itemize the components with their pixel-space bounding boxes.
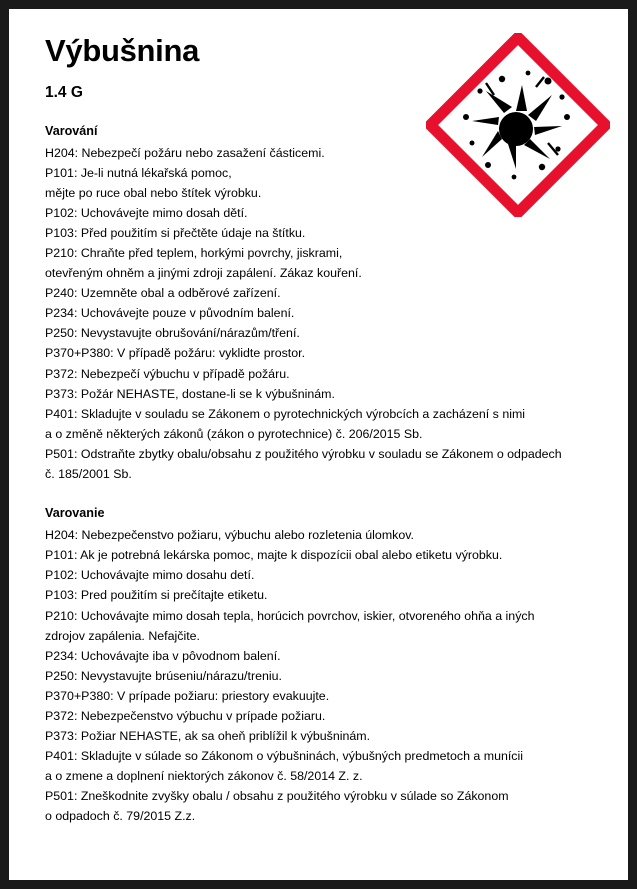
phrase-line: mějte po ruce obal nebo štítek výrobku.	[45, 185, 262, 200]
section-sk	[45, 506, 604, 826]
phrase-line: a o změně některých zákonů (zákon o pyrotechnice) č. 206/2015 Sb.	[45, 426, 423, 441]
phrase-line: zdrojov zapálenia. Nefajčite.	[45, 628, 200, 643]
phrase-line: P372: Nebezpečí výbuchu v případě požáru.	[45, 366, 290, 381]
signal-word-cs: Varování	[45, 123, 98, 138]
phrase-line: P373: Požár NEHASTE, dostane-li se k výbušninám.	[45, 386, 335, 401]
phrase-line: P372: Nebezpečenstvo výbuchu v prípade požiaru.	[45, 708, 326, 723]
phrase-line: P234: Uchovávajte iba v pôvodnom balení.	[45, 648, 281, 663]
section-cs	[45, 124, 604, 485]
phrase-line: H204: Nebezpečenstvo požiaru, výbuchu alebo rozletenia úlomkov.	[45, 528, 414, 543]
phrase-line: P250: Nevystavujte obrušování/nárazům/tření.	[45, 326, 300, 341]
phrase-line: P234: Uchovávejte pouze v původním balení.	[45, 306, 295, 321]
phrase-line: P401: Skladujte v souladu se Zákonem o pyrotechnických výrobcích a zacházení s nimi	[45, 406, 526, 421]
phrase-line: a o zmene a doplnení niektorých zákonov č. 58/2014 Z. z.	[45, 769, 363, 784]
phrase-line: P102: Uchovávajte mimo dosahu detí.	[45, 568, 255, 583]
phrase-line: P370+P380: V případě požáru: vyklidte prostor.	[45, 346, 306, 361]
phrase-line: P401: Skladujte v súlade so Zákonom o výbušninách, výbušných predmetoch a munícii	[45, 749, 523, 764]
page-title: Výbušnina	[45, 33, 200, 68]
phrase-line: H204: Nebezpečí požáru nebo zasažení částicemi.	[45, 145, 325, 160]
phrase-line: P373: Požiar NEHASTE, ak sa oheň priblížil k výbušninám.	[45, 729, 371, 744]
signal-word-sk: Varovanie	[45, 506, 105, 521]
phrase-line: P250: Nevystavujte brúseniu/nárazu/treniu.	[45, 668, 282, 683]
phrase-line: P501: Zneškodnite zvyšky obalu / obsahu z použitého výrobku v súlade so Zákonom	[45, 789, 509, 804]
phrase-line: P501: Odstraňte zbytky obalu/obsahu z použitého výrobku v souladu se Zákonem o odpadech	[45, 446, 562, 461]
phrase-line: P210: Chraňte před teplem, horkými povrchy, jiskrami,	[45, 246, 343, 261]
phrase-line: P101: Ak je potrebná lekárska pomoc, majte k dispozícii obal alebo etiketu výrobku.	[45, 548, 503, 563]
phrase-line: P240: Uzemněte obal a odběrové zařízení.	[45, 286, 281, 301]
label-content	[45, 35, 604, 827]
phrase-line: otevřeným ohněm a jinými zdroji zapálení. Zákaz kouření.	[45, 266, 362, 281]
phrase-line: P103: Pred použitím si prečítajte etiketu.	[45, 588, 268, 603]
section-divider	[45, 484, 604, 506]
phrase-line: č. 185/2001 Sb.	[45, 467, 132, 482]
phrase-line: P370+P380: V prípade požiaru: priestory evakuujte.	[45, 688, 330, 703]
classification-code: 1.4 G	[45, 83, 83, 101]
phrase-line: P101: Je-li nutná lékařská pomoc,	[45, 165, 232, 180]
phrase-line: P102: Uchovávejte mimo dosah dětí.	[45, 205, 248, 220]
phrase-line: o odpadoch č. 79/2015 Z.z.	[45, 809, 196, 824]
phrase-line: P103: Před použitím si přečtěte údaje na štítku.	[45, 225, 306, 240]
phrase-line: P210: Uchovávajte mimo dosah tepla, horúcich povrchov, iskier, otvoreného ohňa a iných	[45, 608, 535, 623]
hazard-label-sheet	[9, 9, 628, 880]
